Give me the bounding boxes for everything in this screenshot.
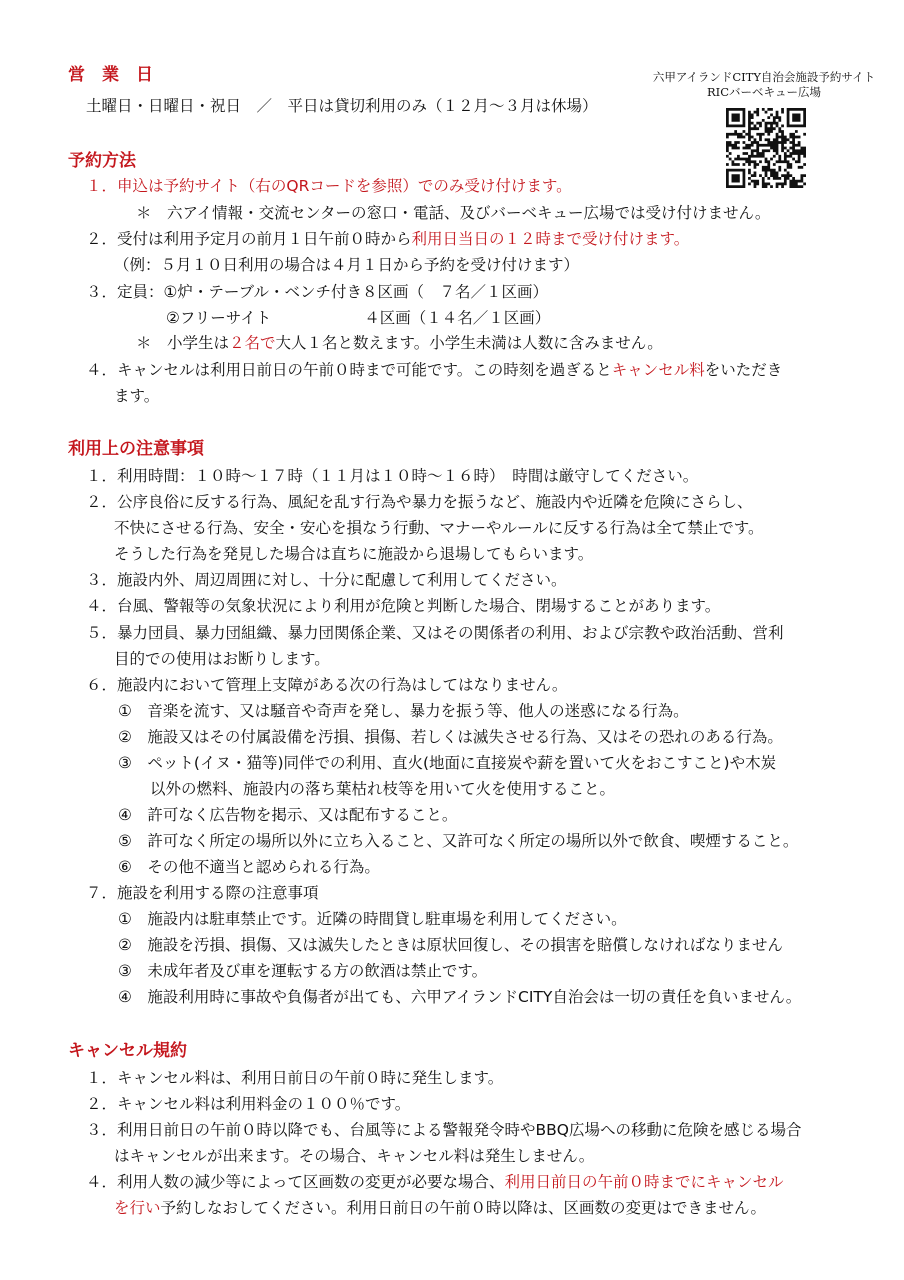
reservation-item-4-highlight: キャンセル料 [611,361,705,379]
cancel-line-4-highlight-cont: を行い [114,1199,161,1217]
cancel-line-4-text: ４．利用人数の減少等によって区画数の変更が必要な場合、 [86,1173,505,1191]
note-part: 大人１名と数えます。小学生未満は人数に含みません。 [275,334,663,352]
business-days-text: 土曜日・日曜日・祝日 ／ 平日は貸切利用のみ（１２月～３月は休場） [86,97,598,115]
qr-block [648,70,880,100]
reservation-item-4-number: ４． [86,361,118,379]
reservation-item-2-number: ２． [86,230,118,248]
usage-line: そうした行為を発見した場合は直ちに施設から退場してもらいます。 [114,545,594,563]
usage-subitem: ① 施設内は駐車禁止です。近隣の時間貸し駐車場を利用してください。 [118,910,627,928]
cancel-line-4-highlight: 利用日前日の午前０時までにキャンセル [504,1173,784,1191]
usage-line: ４．台風、警報等の気象状況により利用が危険と判断した場合、閉場することがあります。 [86,597,721,615]
reservation-heading: 予約方法 [68,151,136,171]
reservation-item-1-number: １． [86,177,118,195]
usage-line: 目的での使用はお断りします。 [114,650,330,668]
cancel-line-4-text-cont: 予約しなおしてください。利用日前日の午前０時以降は、区画数の変更はできません。 [160,1199,766,1217]
reservation-item-3-text: 定員：①炉・テーブル・ベンチ付き８区画（ ７名／１区画） [117,283,549,301]
usage-line: ６．施設内において管理上支障がある次の行為はしてはなりません。 [86,676,568,694]
reservation-item-2-highlight: 利用日当日の１２時まで受け付けます。 [411,230,690,248]
qr-title-line2: RICバーベキュー広場 [707,85,821,99]
reservation-item-3 [86,280,548,304]
reservation-item-3-note [136,331,663,355]
business-days-heading: 営 業 日 [68,65,153,85]
usage-subitem: 以外の燃料、施設内の落ち葉枯れ枝等を用いて火を使用すること。 [150,780,616,798]
usage-subitem: ⑤ 許可なく所定の場所以外に立ち入ること、又許可なく所定の場所以外で飲食、喫煙すること。 [118,832,799,850]
cancel-heading: キャンセル規約 [68,1041,187,1061]
cancel-line: ２．キャンセル料は利用料金の１００％です。 [86,1095,411,1113]
reservation-item-1-text: 申込は予約サイト（右のQRコードを参照）でのみ受け付けます。 [117,177,572,195]
usage-line: ２．公序良俗に反する行為、風紀を乱す行為や暴力を振うなど、施設内や近隣を危険にさらし、 [86,493,753,511]
note-highlight: ２名で [229,334,276,352]
usage-line: ７．施設を利用する際の注意事項 [86,884,319,902]
reservation-item-4-text: キャンセルは利用日前日の午前０時まで可能です。この時刻を過ぎると [117,361,612,379]
reservation-item-3-free-site: ②フリーサイト ４区画（１４名／１区画） [166,309,551,327]
reservation-item-3-number: ３． [86,283,118,301]
reservation-item-2-text: 受付は利用予定月の前月１日午前０時から [117,230,412,248]
reservation-item-4-text-cont: をいただき [704,361,783,379]
usage-subitem: ② 施設又はその付属設備を汚損、損傷、若しくは滅失させる行為、又はその恐れのある行為。 [118,728,783,746]
cancel-line: はキャンセルが出来ます。その場合、キャンセル料は発生しません。 [114,1147,595,1165]
cancel-line-4 [86,1170,784,1194]
usage-line: ５．暴力団員、暴力団組織、暴力団関係企業、又はその関係者の利用、および宗教や政治活動、営利 [86,624,784,642]
reservation-item-1 [86,174,572,198]
cancel-line: ３．利用日前日の午前０時以降でも、台風等による警報発令時やBBQ広場への移動に危険を感じる場合 [86,1121,802,1139]
usage-subitem: ④ 施設利用時に事故や負傷者が出ても、六甲アイランドCITY自治会は一切の責任を負いません。 [118,988,802,1006]
usage-line: 不快にさせる行為、安全・安心を損なう行動、マナーやルールに反する行為は全て禁止です。 [114,519,764,537]
usage-subitem: ① 音楽を流す、又は騒音や奇声を発し、暴力を振う等、他人の迷惑になる行為。 [118,702,689,720]
usage-heading: 利用上の注意事項 [68,439,204,459]
reservation-item-4-cont: ます。 [114,387,160,405]
usage-subitem: ③ 未成年者及び車を運転する方の飲酒は禁止です。 [118,962,488,980]
qr-title-line1: 六甲アイランドCITY自治会施設予約サイト [652,70,876,84]
note-part: ＊ 小学生は [136,334,230,352]
reservation-item-4 [86,358,782,382]
usage-line: １．利用時間：１０時～１７時（１１月は１０時～１６時） 時間は厳守してください。 [86,467,699,485]
reservation-item-1-note: ＊ 六アイ情報・交流センターの窓口・電話、及びバーベキュー広場では受け付けません。 [136,204,771,222]
reservation-item-2-example: （例：５月１０日利用の場合は４月１日から予約を受け付けます） [114,256,580,274]
cancel-line-4-cont [114,1196,766,1220]
usage-subitem: ⑥ その他不適当と認められる行為。 [118,858,380,876]
usage-line: ３．施設内外、周辺周囲に対し、十分に配慮して利用してください。 [86,571,567,589]
usage-subitem: ② 施設を汚損、損傷、又は滅失したときは原状回復し、その損害を賠償しなければなりません [118,936,783,954]
cancel-line: １．キャンセル料は、利用日前日の午前０時に発生します。 [86,1069,504,1087]
usage-subitem: ③ ペット(イヌ・猫等)同伴での利用、直火(地面に直接炭や薪を置いて火をおこすこと)や木炭 [118,754,777,772]
reservation-item-2 [86,227,689,251]
usage-subitem: ④ 許可なく広告物を掲示、又は配布すること。 [118,806,458,824]
qr-code-icon[interactable] [726,108,806,188]
